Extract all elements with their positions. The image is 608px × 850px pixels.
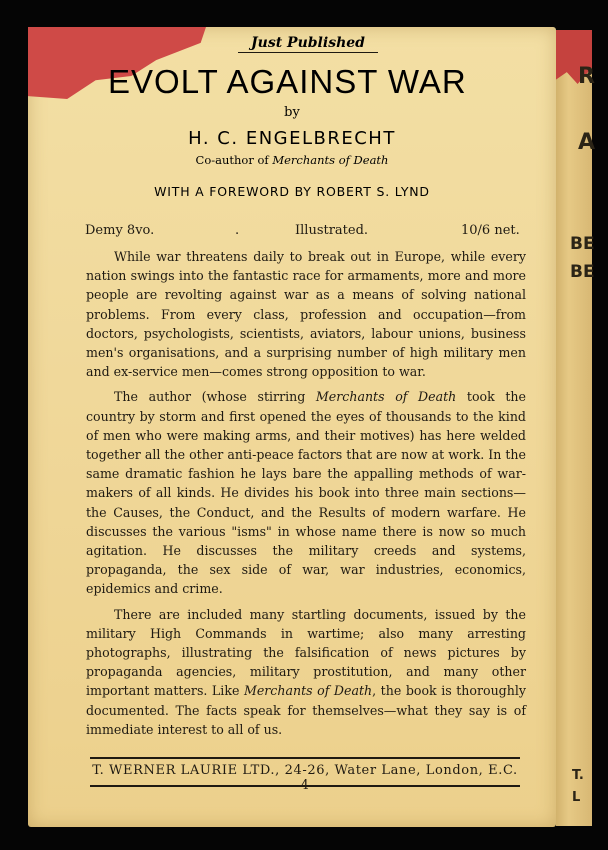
blurb-p3-end: , the book is thoroughly documented. The facts speak for themselves—what they say is of immediate interest to all of us. [86,683,526,737]
foreword-credit: WITH A FOREWORD BY ROBERT S. LYND [154,184,430,199]
publisher-rule-bottom [90,785,520,787]
publisher-rule-top [90,757,520,759]
coauthor-note [28,153,556,167]
blurb-p3-start: There are included many startling documents, issued by the military High Commands in wartime; also many arresting photographs, illustrating the falsification of news pictures by propaganda agencies, military prostitution, and many other important matters. Like [86,606,526,699]
blurb-p2-start: The author (whose stirring [114,389,316,405]
book-spine [556,30,596,826]
blurb-p2-end: took the country by storm and first opened the eyes of thousands to the kind of men who were making arms, and their motives) has here welded together all the other anti-peace factors that are now at work. In the same dramatic fashion he lays bare the appalling methods of war-makers of all kinds. He divides his book into three main sections—the Causes, the Conduct, and the Results of modern warfare. He discusses the various "isms" in whose name there is now so much agitation. He discusses the military creeds and systems, propaganda, the sex side of war, war industries, economics, epidemics and crime. [86,389,526,597]
coauthor-prefix: Co-author of [195,153,269,167]
spine-letter-4: BE [570,262,595,282]
blurb-p3-book: Merchants of Death [243,683,373,699]
spec-separator: . [235,223,240,238]
blurb-paragraph-3 [86,605,526,739]
spine-footer-1: T. [572,768,584,783]
illustrated-label: Illustrated. [295,223,369,238]
author-name: H. C. ENGELBRECHT [188,128,396,149]
spine-letter-3: BE [570,234,595,254]
blurb-p2-book: Merchants of Death [315,389,457,405]
just-published-banner: Just Published [238,35,378,53]
book-title: EVOLT AGAINST WAR [108,63,467,100]
spine-letter-2: A [578,130,596,155]
publisher-imprint: T. WERNER LAURIE LTD., 24-26, Water Lane, London, E.C. 4 [92,763,518,793]
coauthor-book-title: Merchants of Death [272,153,389,167]
blurb-paragraph-2 [86,387,526,598]
price-label: 10/6 net. [461,223,520,238]
blurb-paragraph-1: While war threatens daily to break out in Europe, while every nation swings into the fantastic race for armaments, more and more people are revolting against war as a means of solving national problems. From every class, profession and occupation—from doctors, psychologists, scientists, aviators, labour unions, business men's organisations, and a surprising number of high military men and ex-service men—comes strong opposition to war. [86,249,526,380]
spine-letter-1: R [578,64,595,89]
book-jacket-back [28,27,556,827]
spine-footer-2: L [572,790,581,805]
format-label: Demy 8vo. [85,223,155,238]
blurb-text [86,247,526,745]
by-line: by [284,105,300,120]
